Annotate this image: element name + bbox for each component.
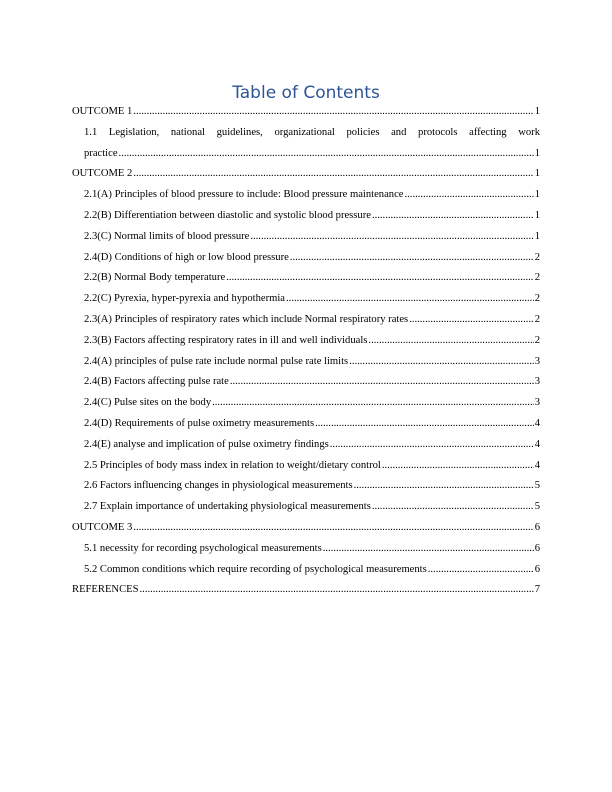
toc-entry-1-1[interactable] [72,123,540,165]
toc-entry-text: 2.4(A) principles of pulse rate include normal pulse rate limits [84,355,349,367]
toc-entry-2-2b[interactable] [72,206,540,227]
toc-page-number: 6 [534,542,540,554]
toc-entry-2-2c[interactable] [72,289,540,310]
toc-entry-text: OUTCOME 1 [72,106,133,117]
toc-page-number: 5 [534,480,540,492]
toc-leader-dots [349,352,534,373]
toc-page-number: 5 [534,501,540,513]
toc-leader-dots [323,539,534,560]
toc-entry-2-4d-oximetry[interactable] [72,414,540,435]
toc-entry-2-3c[interactable] [72,227,540,248]
toc-entry-outcome-2[interactable] [72,164,540,185]
toc-entry-text-line2: practice [84,147,118,159]
toc-entry-2-5[interactable] [72,456,540,477]
toc-entry-2-7[interactable] [72,497,540,518]
toc-leader-dots [354,476,534,497]
toc-entry-text: 2.2(C) Pyrexia, hyper-pyrexia and hypothermia [84,293,286,305]
toc-leader-dots [382,456,534,477]
toc-page-number: 1 [534,168,540,180]
toc-title: Table of Contents [232,83,380,103]
toc-leader-dots [140,580,534,601]
toc-leader-dots [330,435,534,456]
toc-entry-2-4e[interactable] [72,435,540,456]
toc-leader-dots [372,497,534,518]
toc-entry-2-2b-temperature[interactable] [72,268,540,289]
toc-entry-outcome-1[interactable] [72,102,540,123]
toc-entry-text: 2.6 Factors influencing changes in physiological measurements [84,480,353,492]
toc-page-number: 1 [534,106,540,117]
toc-entry-2-4b[interactable] [72,372,540,393]
toc-page-number: 1 [534,230,540,242]
toc-entry-text: 2.7 Explain importance of undertaking physiological measurements [84,501,371,513]
toc-entry-text-line1: 1.1 Legislation, national guidelines, organizational policies and protocols affecting work [84,126,540,138]
toc-entry-text: 2.4(B) Factors affecting pulse rate [84,376,229,388]
toc-page-number: 2 [534,251,540,263]
toc-page-number: 2 [534,272,540,284]
toc-leader-dots [409,310,534,331]
toc-entry-text: 2.3(A) Principles of respiratory rates which include Normal respiratory rates [84,313,409,325]
toc-entry-text: 2.4(D) Requirements of pulse oximetry measurements [84,417,315,429]
toc-entry-2-4c[interactable] [72,393,540,414]
toc-leader-dots [119,144,534,165]
toc-entry-2-1a[interactable] [72,185,540,206]
toc-entry-text: 5.1 necessity for recording psychological measurements [84,542,322,554]
toc-entry-outcome-3[interactable] [72,518,540,539]
toc-entry-references[interactable] [72,580,540,601]
toc-leader-dots [290,248,534,269]
toc-page-number: 6 [534,563,540,575]
toc-page-number: 6 [534,521,540,533]
toc-page-number: 4 [534,459,540,471]
toc-leader-dots [133,518,533,539]
toc-leader-dots [212,393,534,414]
toc-entry-text: 2.4(D) Conditions of high or low blood pressure [84,251,289,263]
toc-page-number: 2 [534,334,540,346]
toc-page-number: 3 [534,355,540,367]
toc-entry-2-6[interactable] [72,476,540,497]
toc-entry-text: 2.1(A) Principles of blood pressure to include: Blood pressure maintenance [84,189,404,201]
toc-page-number: 7 [534,584,540,596]
toc-list [72,102,540,601]
toc-entry-text: 2.4(E) analyse and implication of pulse oximetry findings [84,438,329,450]
toc-entry-text: 2.4(C) Pulse sites on the body [84,397,212,409]
toc-page-number: 4 [534,417,540,429]
toc-leader-dots [133,102,533,123]
toc-leader-dots [405,185,534,206]
toc-entry-text: OUTCOME 2 [72,168,133,180]
toc-entry-text: 2.3(C) Normal limits of blood pressure [84,230,250,242]
toc-leader-dots [428,560,534,581]
toc-page-number: 1 [534,209,540,221]
toc-page-number: 4 [534,438,540,450]
toc-entry-text: 2.3(B) Factors affecting respiratory rates in ill and well individuals [84,334,368,346]
toc-entry-2-4a[interactable] [72,352,540,373]
toc-leader-dots [372,206,534,227]
toc-page-number: 3 [534,376,540,388]
toc-leader-dots [226,268,533,289]
toc-page-number: 3 [534,397,540,409]
toc-leader-dots [250,227,533,248]
toc-entry-text: 2.2(B) Normal Body temperature [84,272,226,284]
toc-entry-5-2[interactable] [72,560,540,581]
toc-entry-text: REFERENCES [72,584,139,596]
toc-entry-2-3a[interactable] [72,310,540,331]
toc-leader-dots [230,372,534,393]
toc-entry-5-1[interactable] [72,539,540,560]
toc-leader-dots [315,414,534,435]
toc-page-number: 1 [534,147,540,159]
toc-page-number: 2 [534,313,540,325]
toc-entry-text: 2.5 Principles of body mass index in relation to weight/dietary control [84,459,381,471]
toc-entry-2-4d[interactable] [72,248,540,269]
toc-leader-dots [368,331,533,352]
toc-entry-text: 2.2(B) Differentiation between diastolic and systolic blood pressure [84,209,371,221]
toc-entry-text: OUTCOME 3 [72,521,133,533]
toc-page-number: 1 [534,189,540,201]
toc-leader-dots [133,164,533,185]
toc-entry-2-3b[interactable] [72,331,540,352]
toc-entry-text: 5.2 Common conditions which require recording of psychological measurements [84,563,427,575]
toc-page-number: 2 [534,293,540,305]
toc-leader-dots [286,289,534,310]
